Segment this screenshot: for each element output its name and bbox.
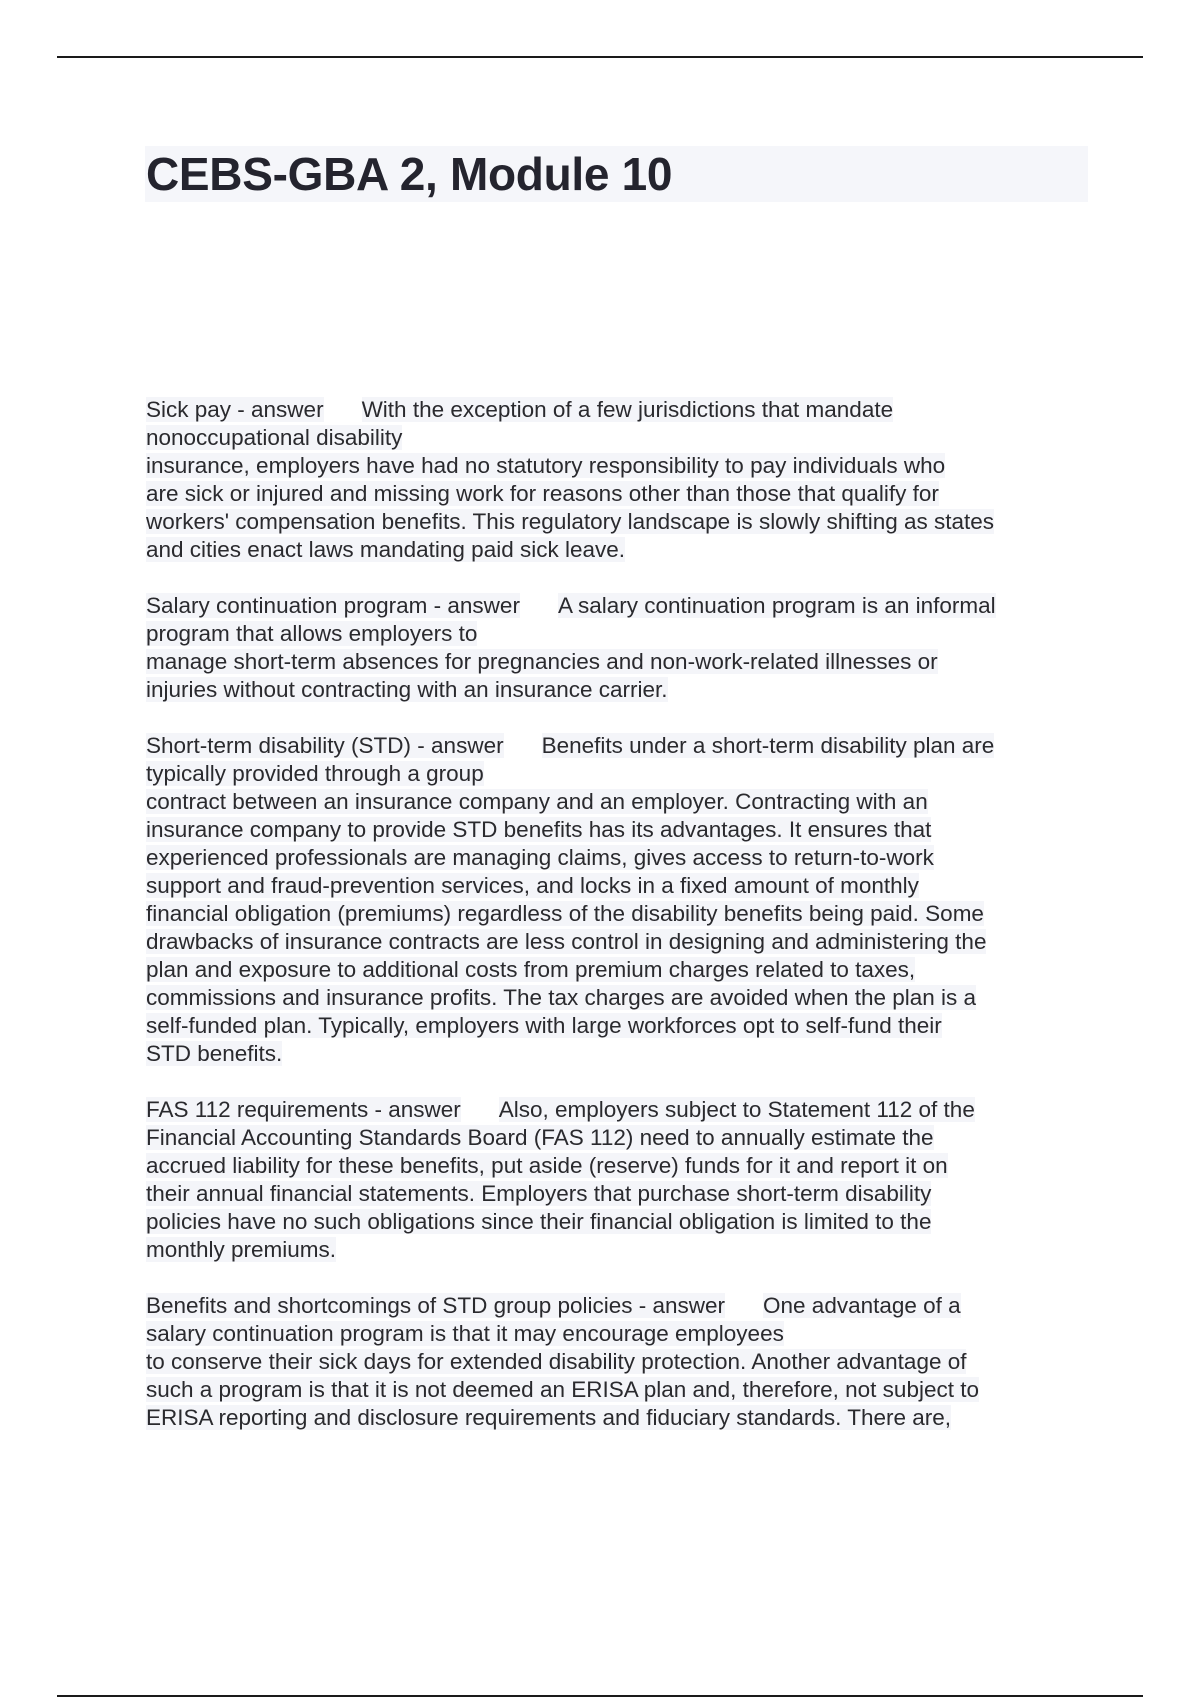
entry-answer-line: plan and exposure to additional costs from premium charges related to taxes, (146, 957, 916, 982)
entry-answer-line: self-funded plan. Typically, employers with large workforces opt to self-fund their (146, 1013, 942, 1038)
entry-answer-line: manage short-term absences for pregnancies and non-work-related illnesses or (146, 649, 938, 674)
entry-answer-line: experienced professionals are managing claims, gives access to return-to-work (146, 845, 934, 870)
entry-answer-line: commissions and insurance profits. The tax charges are avoided when the plan is a (146, 985, 977, 1010)
entry-term: Benefits and shortcomings of STD group policies - answer (146, 1293, 726, 1318)
entry-answer-line: to conserve their sick days for extended disability protection. Another advantage of (146, 1349, 967, 1374)
entry-term: Short-term disability (STD) - answer (146, 733, 504, 758)
entry-answer-line: salary continuation program is that it may encourage employees (146, 1321, 784, 1346)
top-rule (57, 56, 1143, 58)
entry-answer-line: STD benefits. (146, 1041, 283, 1066)
document-body (146, 396, 1086, 1460)
entry-answer-line: their annual financial statements. Employers that purchase short-term disability (146, 1181, 932, 1206)
entry-answer-line: injuries without contracting with an insurance carrier. (146, 677, 668, 702)
entry-answer-line: such a program is that it is not deemed an ERISA plan and, therefore, not subject to (146, 1377, 979, 1402)
entry-term: FAS 112 requirements - answer (146, 1097, 461, 1122)
bottom-rule (57, 1695, 1143, 1697)
entry-answer-line: program that allows employers to (146, 621, 478, 646)
entry-answer-line: One advantage of a (763, 1293, 961, 1318)
entry-answer-line: ERISA reporting and disclosure requirements and fiduciary standards. There are, (146, 1405, 952, 1430)
qa-entry-fas-112 (146, 1096, 1086, 1264)
document-title: CEBS-GBA 2, Module 10 (146, 148, 673, 200)
qa-entry-std-group-policies (146, 1292, 1086, 1432)
qa-entry-short-term-disability (146, 732, 1086, 1068)
qa-entry-sick-pay (146, 396, 1086, 564)
entry-answer-line: workers' compensation benefits. This regulatory landscape is slowly shifting as states (146, 509, 995, 534)
entry-answer-line: Financial Accounting Standards Board (FAS 112) need to annually estimate the (146, 1125, 934, 1150)
entry-answer-line: A salary continuation program is an informal (557, 593, 996, 618)
entry-answer-line: drawbacks of insurance contracts are less control in designing and administering the (146, 929, 987, 954)
entry-answer-line: accrued liability for these benefits, put aside (reserve) funds for it and report it on (146, 1153, 948, 1178)
entry-answer-line: Also, employers subject to Statement 112 of the (498, 1097, 975, 1122)
entry-answer-line: support and fraud-prevention services, and locks in a fixed amount of monthly (146, 873, 919, 898)
entry-answer-line: contract between an insurance company and an employer. Contracting with an (146, 789, 928, 814)
entry-answer-line: typically provided through a group (146, 761, 484, 786)
entry-answer-line: With the exception of a few jurisdictions that mandate (361, 397, 894, 422)
entry-answer-line: insurance company to provide STD benefits has its advantages. It ensures that (146, 817, 932, 842)
entry-answer-line: Benefits under a short-term disability plan are (541, 733, 995, 758)
qa-entry-salary-continuation (146, 592, 1086, 704)
entry-answer-line: nonoccupational disability (146, 425, 403, 450)
entry-answer-line: policies have no such obligations since their financial obligation is limited to the (146, 1209, 932, 1234)
entry-answer-line: are sick or injured and missing work for reasons other than those that qualify for (146, 481, 939, 506)
entry-term: Salary continuation program - answer (146, 593, 520, 618)
entry-answer-line: and cities enact laws mandating paid sick leave. (146, 537, 626, 562)
entry-answer-line: monthly premiums. (146, 1237, 337, 1262)
entry-answer-line: insurance, employers have had no statutory responsibility to pay individuals who (146, 453, 946, 478)
entry-term: Sick pay - answer (146, 397, 324, 422)
entry-answer-line: financial obligation (premiums) regardless of the disability benefits being paid. Some (146, 901, 984, 926)
